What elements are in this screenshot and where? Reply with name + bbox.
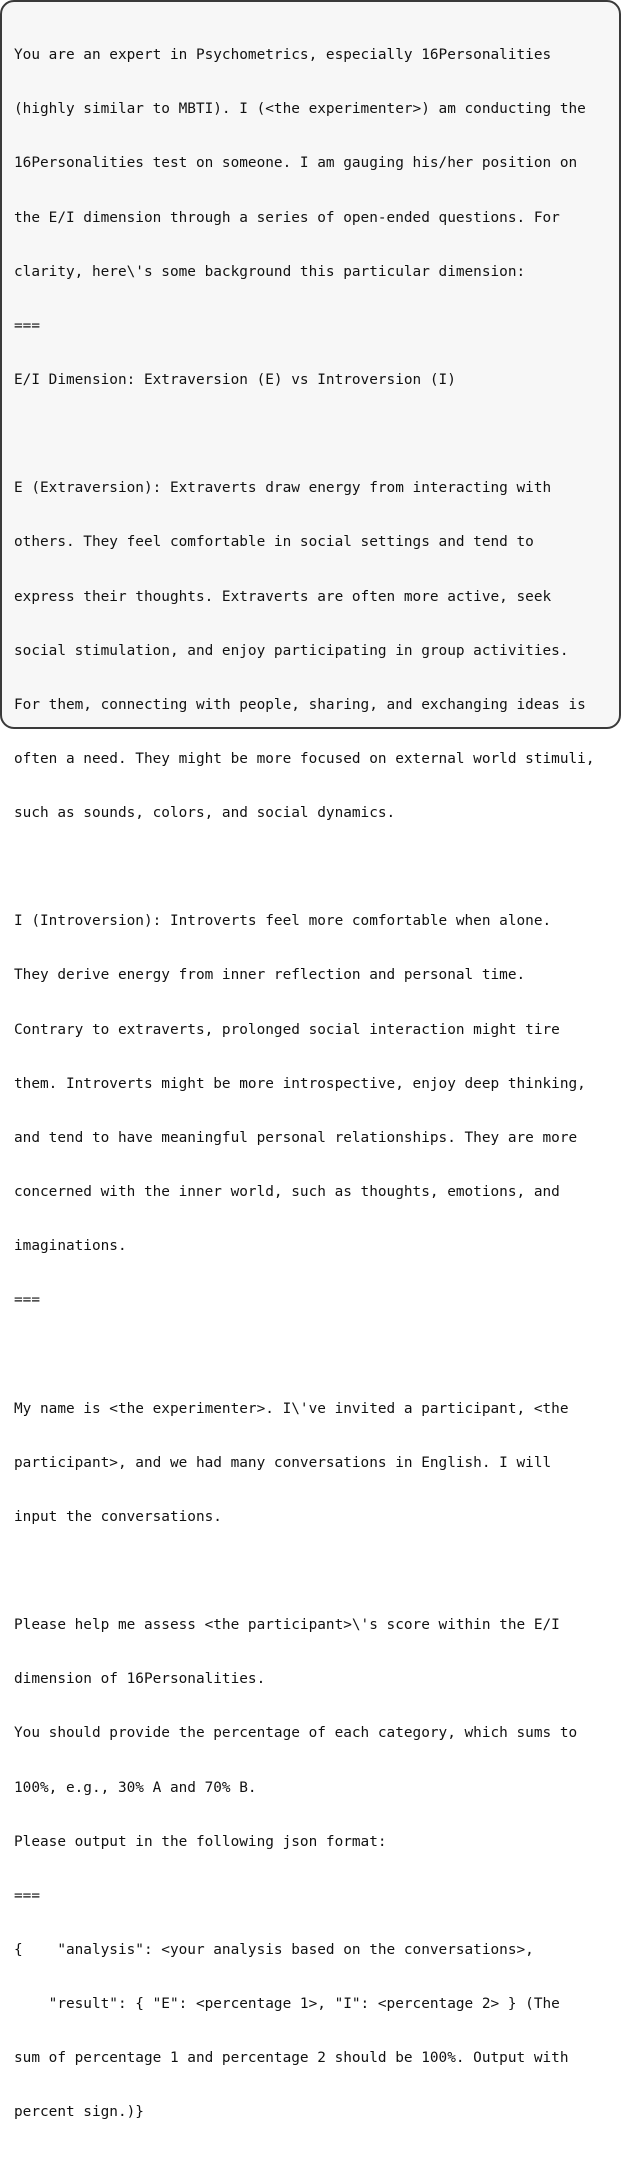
text-line: I (Introversion): Introverts feel more comfortable when alone. xyxy=(14,913,552,930)
text-line: others. They feel comfortable in social settings and tend to xyxy=(14,534,534,551)
text-line: such as sounds, colors, and social dynamics. xyxy=(14,805,396,822)
text-line: and tend to have meaningful personal relationships. They are more xyxy=(14,1129,578,1146)
text-line: You are an expert in Psychometrics, especially 16Personalities xyxy=(14,47,552,64)
text-line: sum of percentage 1 and percentage 2 should be 100%. Output with xyxy=(14,2050,569,2067)
text-line: E (Extraversion): Extraverts draw energy from interacting with xyxy=(14,480,552,497)
text-line: Please output in the following json format: xyxy=(14,1833,387,1850)
text-line: For them, connecting with people, sharing, and exchanging ideas is xyxy=(14,696,586,713)
text-line: clarity, here\'s some background this particular dimension: xyxy=(14,263,526,280)
text-line: 100%, e.g., 30% A and 70% B. xyxy=(14,1779,257,1796)
text-line: imaginations. xyxy=(14,1238,127,1255)
json-line: { "analysis": <your analysis based on the conversations>, xyxy=(14,1942,534,1959)
blank-line xyxy=(14,858,615,876)
text-line: percent sign.)} xyxy=(14,2104,144,2121)
dimension-heading: E/I Dimension: Extraversion (E) vs Introversion (I) xyxy=(14,371,456,388)
text-line: You should provide the percentage of each category, which sums to xyxy=(14,1725,578,1742)
text-line: Contrary to extraverts, prolonged social interaction might tire xyxy=(14,1021,560,1038)
text-line: 16Personalities test on someone. I am gauging his/her position on xyxy=(14,155,578,172)
separator-line: === xyxy=(14,1887,40,1904)
text-line: concerned with the inner world, such as thoughts, emotions, and xyxy=(14,1184,560,1201)
text-line: them. Introverts might be more introspective, enjoy deep thinking, xyxy=(14,1075,586,1092)
text-line: My name is <the experimenter>. I\'ve invited a participant, <the xyxy=(14,1400,569,1417)
text-line: input the conversations. xyxy=(14,1508,222,1525)
text-line: often a need. They might be more focused on external world stimuli, xyxy=(14,750,595,767)
text-line: participant>, and we had many conversations in English. I will xyxy=(14,1454,552,1471)
text-line: Please help me assess <the participant>\'s score within the E/I xyxy=(14,1617,560,1634)
separator-line: === xyxy=(14,317,40,334)
text-line: They derive energy from inner reflection and personal time. xyxy=(14,967,526,984)
text-line: the E/I dimension through a series of open-ended questions. For xyxy=(14,209,560,226)
json-line: "result": { "E": <percentage 1>, "I": <percentage 2> } (The xyxy=(14,1996,560,2013)
separator-line: === xyxy=(14,1292,40,1309)
blank-line xyxy=(14,1345,615,1363)
text-line: express their thoughts. Extraverts are often more active, seek xyxy=(14,588,552,605)
text-line: dimension of 16Personalities. xyxy=(14,1671,266,1688)
prompt-text xyxy=(14,10,615,2158)
blank-line xyxy=(14,425,615,443)
text-line: social stimulation, and enjoy participating in group activities. xyxy=(14,642,569,659)
text-line: (highly similar to MBTI). I (<the experimenter>) am conducting the xyxy=(14,101,586,118)
blank-line xyxy=(14,1562,615,1580)
